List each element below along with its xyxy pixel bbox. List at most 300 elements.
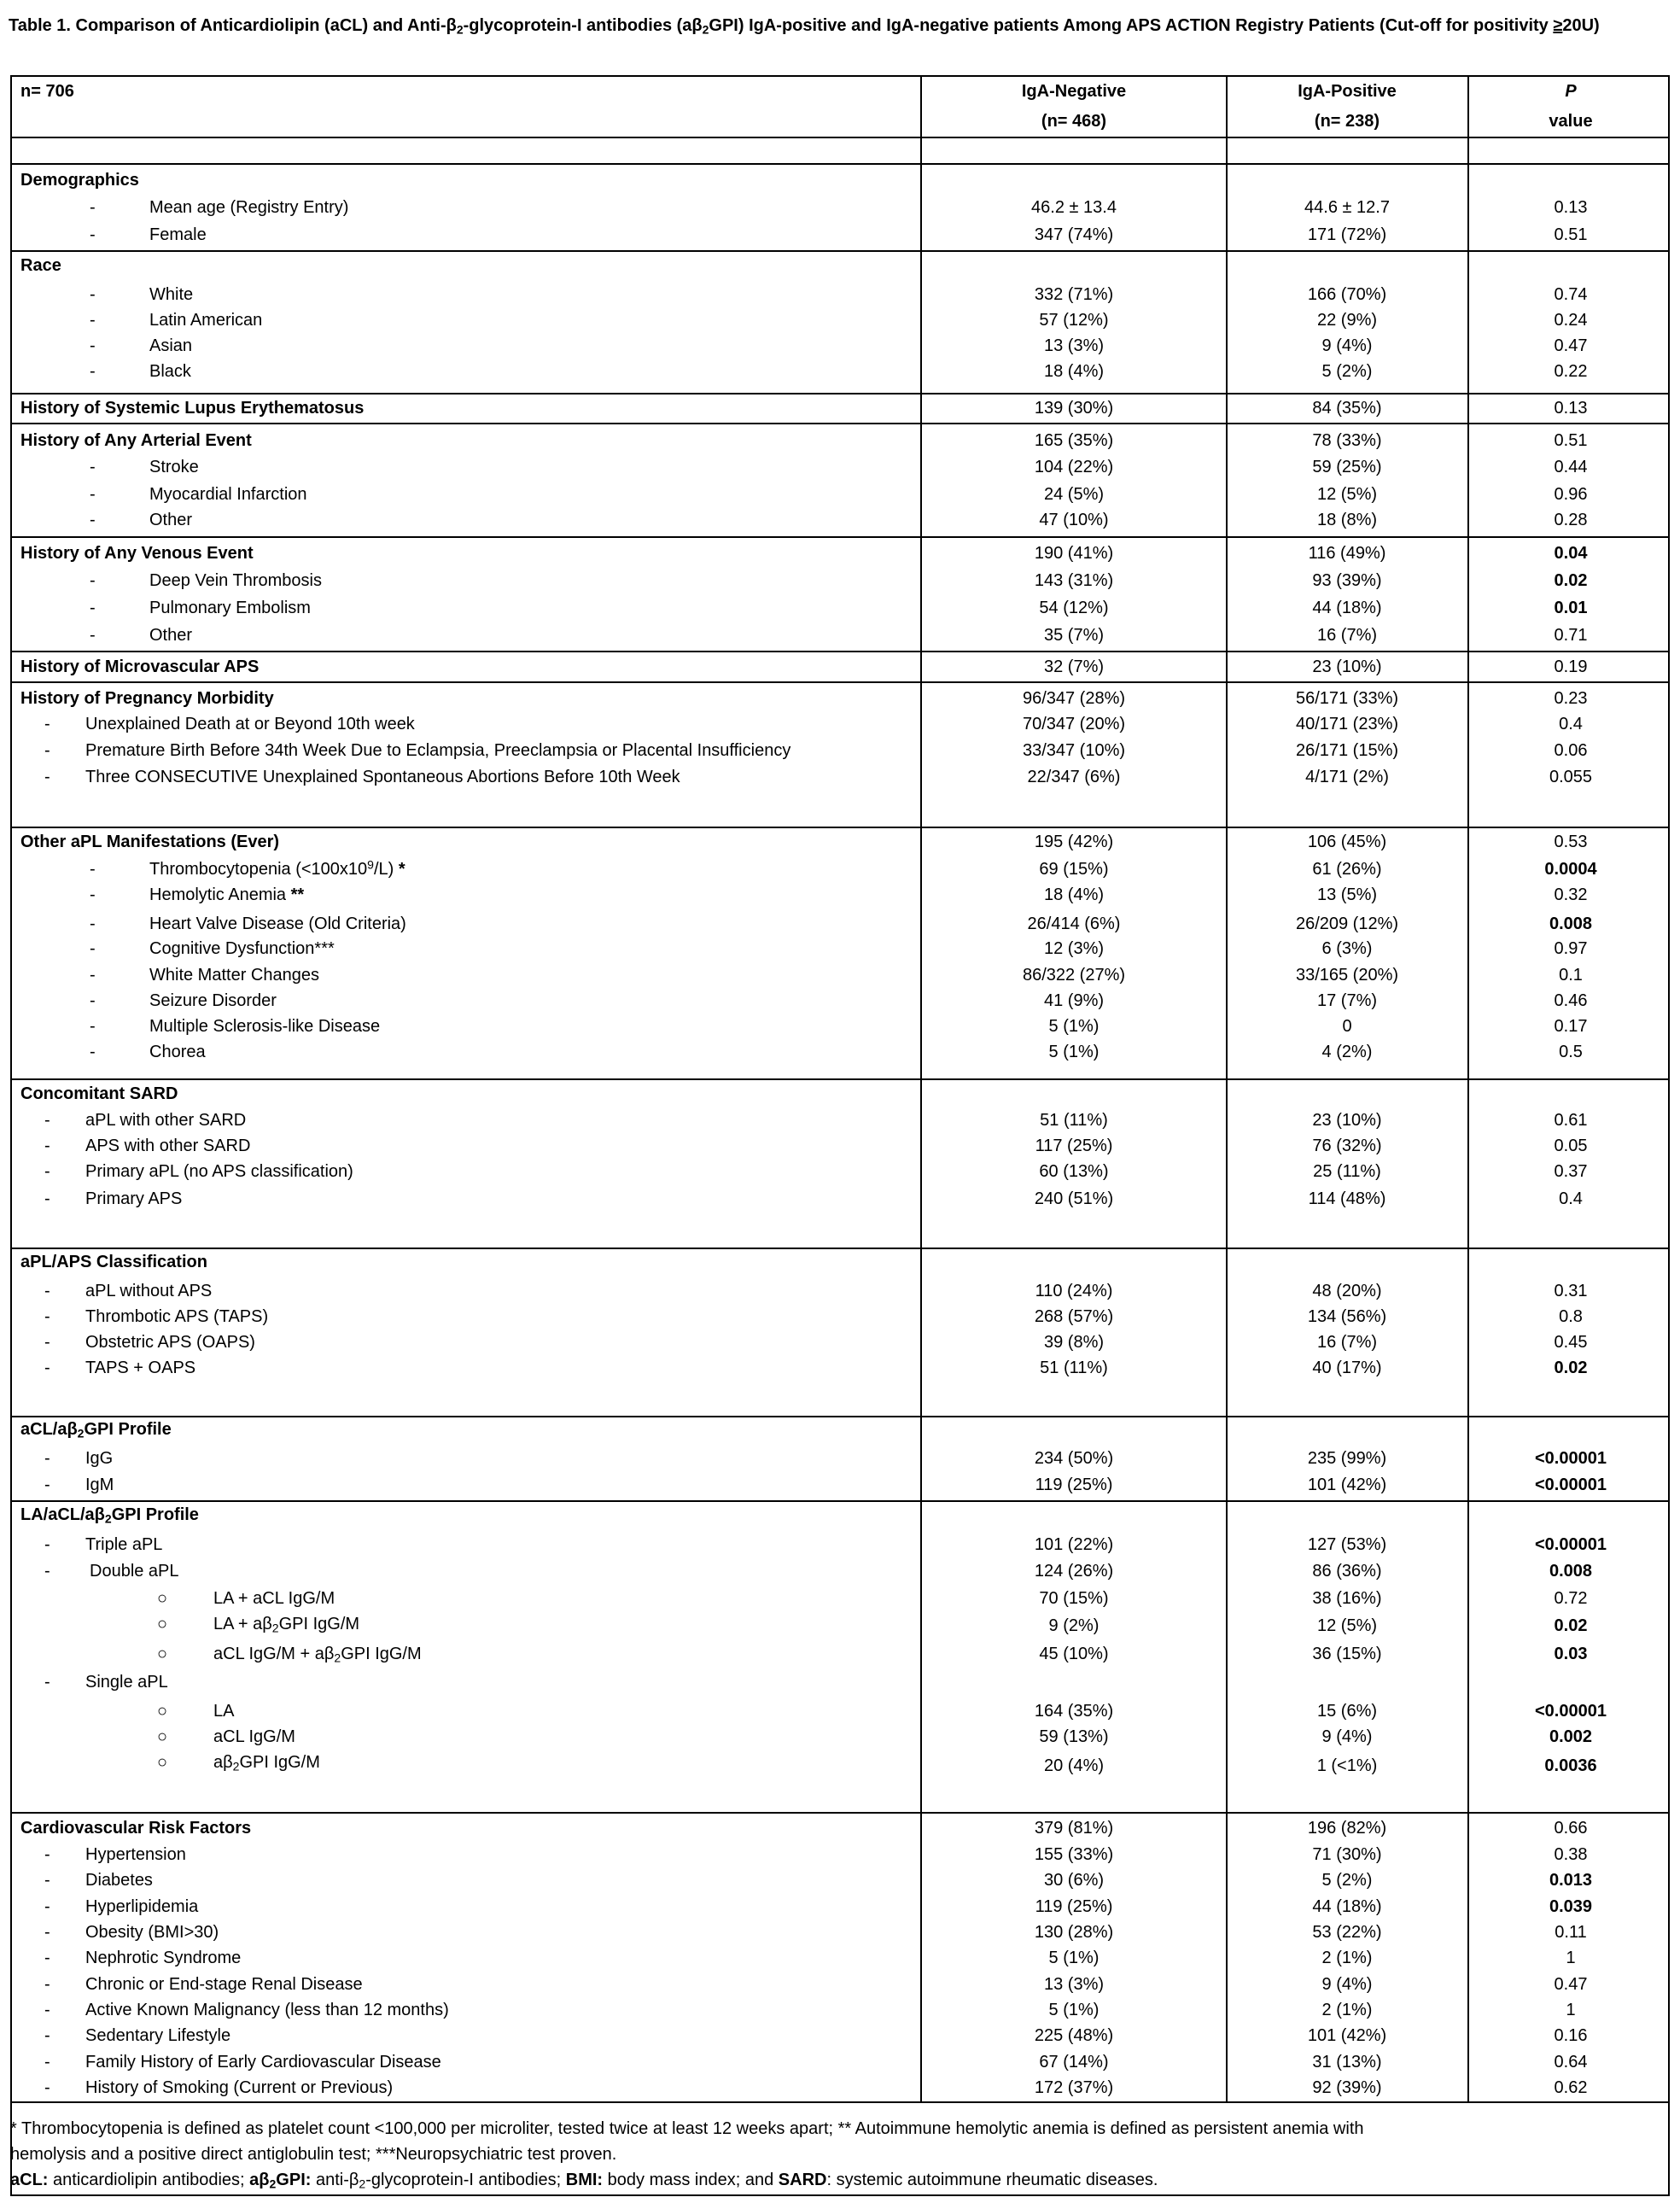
bullet-dash: - [44,1871,50,1890]
p-value: 0.1 [1559,966,1583,985]
iga-negative-value: 190 (41%) [1034,544,1114,563]
bullet-dash: - [90,599,96,617]
section-other-apl: Other aPL Manifestations (Ever) [20,833,280,851]
bullet-dash: - [44,2053,50,2072]
p-value: 0.47 [1554,336,1588,355]
iga-positive-value: 17 (7%) [1316,991,1378,1010]
p-value: 0.01 [1554,599,1588,617]
bullet-dash: - [44,1137,50,1155]
iga-positive-value: 26/209 (12%) [1295,915,1399,933]
bullet-dash: - [90,939,96,958]
iga-negative-value: 47 (10%) [1039,511,1109,529]
iga-positive-value: 116 (49%) [1308,544,1386,563]
iga-negative-value: 86/322 (27%) [1022,966,1126,985]
p-value: 0.53 [1554,833,1588,851]
iga-negative-value: 379 (81%) [1034,1819,1114,1838]
iga-negative-value: 195 (42%) [1034,833,1114,851]
p-value: 0.02 [1554,1359,1588,1377]
iga-positive-value: 56/171 (33%) [1295,689,1399,708]
bullet-circle: ○ [157,1727,168,1746]
bullet-dash: - [90,991,96,1010]
p-value: <0.00001 [1535,1449,1607,1468]
iga-positive-value: 40 (17%) [1312,1359,1382,1377]
iga-positive-value: 101 (42%) [1307,1475,1387,1494]
iga-positive-value: 134 (56%) [1307,1307,1387,1326]
table-cell: TAPS + OAPS [85,1359,196,1377]
iga-negative-value: 18 (4%) [1043,885,1105,904]
table-cell: IgM [85,1475,114,1494]
iga-positive-value: 12 (5%) [1316,1616,1378,1635]
footnote-definitions-cont: hemolysis and a positive direct antiglobulin test; ***Neuropsychiatric test proven. [10,2145,617,2164]
table-cell: Nephrotic Syndrome [85,1949,242,1967]
iga-negative-value: 26/414 (6%) [1027,915,1121,933]
iga-positive-value: 61 (26%) [1312,860,1382,879]
footnote-divider [12,2101,1668,2103]
iga-positive-value: 86 (36%) [1312,1562,1382,1581]
section-pregnancy: History of Pregnancy Morbidity [20,689,274,708]
p-value: 0.22 [1554,362,1588,381]
table-cell: Unexplained Death at or Beyond 10th week [85,715,415,733]
table-cell: Double aPL [90,1562,179,1581]
bullet-dash: - [90,458,96,476]
iga-negative-value: 5 (1%) [1048,1043,1100,1061]
bullet-dash: - [44,1923,50,1942]
iga-negative-value: 96/347 (28%) [1022,689,1126,708]
table-cell: Single aPL [85,1673,168,1692]
iga-negative-value: 13 (3%) [1043,1975,1105,1994]
bullet-dash: - [90,1017,96,1036]
p-value: 0.055 [1549,768,1593,786]
p-value: 0.11 [1555,1923,1587,1942]
section-la-profile: $LA/aCL/a\beta_2GPI$ Profile [20,1505,199,1526]
p-value: 1 [1566,1949,1576,1967]
p-value: 0.19 [1554,657,1588,676]
bullet-dash: - [90,915,96,933]
table-cell: Primary aPL (no APS classification) [85,1162,353,1181]
table-cell: IgG [85,1449,114,1468]
column-header-iga-positive: IgA-Positive [1298,82,1397,101]
iga-negative-value: 5 (1%) [1048,1017,1100,1036]
row-label: Mean age (Registry Entry) [149,198,349,217]
iga-positive-value: 16 (7%) [1316,626,1378,645]
row-divider [12,1416,1668,1417]
column-header-p: P [1565,82,1577,101]
iga-negative-value: 18 (4%) [1043,362,1105,381]
p-value: 1 [1566,2001,1576,2019]
iga-negative-value: 54 (12%) [1039,599,1109,617]
iga-negative-value: 20 (4%) [1043,1756,1105,1775]
iga-positive-value: 4 (2%) [1321,1043,1373,1061]
iga-negative-value: 51 (11%) [1040,1111,1108,1130]
bullet-dash: - [90,311,96,330]
bullet-circle: ○ [157,1702,168,1721]
p-value: 0.61 [1554,1111,1588,1130]
section-sle: History of Systemic Lupus Erythematosus [20,399,365,418]
iga-positive-value: 44 (18%) [1312,599,1382,617]
row-label: Female [149,225,207,244]
iga-negative-value: 35 (7%) [1043,626,1105,645]
bullet-dash: - [90,1043,96,1061]
p-value: 0.64 [1554,2053,1588,2072]
row-divider [12,250,1668,252]
row-divider [12,1078,1668,1080]
iga-positive-value: 26/171 (15%) [1295,741,1399,760]
iga-positive-value: 235 (99%) [1307,1449,1387,1468]
iga-negative-value: 12 (3%) [1043,939,1105,958]
table-cell: Asian [149,336,193,355]
row-label: LA + $a\beta_2GPI$ IgG/M [213,1615,360,1635]
iga-negative-value: 70/347 (20%) [1022,715,1126,733]
p-value: 0.24 [1554,311,1588,330]
iga-negative-value: 104 (22%) [1034,458,1114,476]
bullet-dash: - [90,626,96,645]
iga-negative-value: 165 (35%) [1034,431,1114,450]
bullet-dash: - [44,1562,50,1581]
section-race: Race [20,256,61,275]
p-value: 0.4 [1559,715,1583,733]
section-acl-profile: aCL/$a\beta_2GPI$ Profile [20,1420,172,1440]
table-cell: White [149,285,194,304]
iga-positive-value: 6 (3%) [1321,939,1373,958]
p-value: 0.37 [1554,1162,1588,1181]
table-cell: Heart Valve Disease (Old Criteria) [149,915,406,933]
table-cell: Latin American [149,311,263,330]
iga-negative-value: 240 (51%) [1034,1189,1114,1208]
row-divider [12,1500,1668,1502]
iga-negative-value: 5 (1%) [1048,1949,1100,1967]
section-sard: Concomitant SARD [20,1084,178,1103]
table-cell: Stroke [149,458,199,476]
column-header-iga-positive-n: (n= 238) [1314,112,1380,131]
column-header-iga-negative-n: (n= 468) [1041,112,1107,131]
bullet-dash: - [90,225,96,244]
iga-positive-value: 25 (11%) [1313,1162,1381,1181]
table-cell: Pulmonary Embolism [149,599,311,617]
table-cell: Triple aPL [85,1535,163,1554]
p-value: 0.03 [1554,1645,1588,1663]
iga-positive-value: 114 (48%) [1308,1189,1386,1208]
iga-positive-value: 18 (8%) [1316,511,1378,529]
iga-positive-value: 12 (5%) [1316,485,1378,504]
iga-positive-value: 84 (35%) [1312,399,1382,418]
iga-positive-value: 31 (13%) [1312,2053,1382,2072]
table-title: Table 1. Comparison of Anticardiolipin (aCL) and Anti-$\beta_2-glycoprotein-I$ antibodies $(a\beta_2GPI)$ IgA-positive and IgA-negative patients Among APS ACTION Registry Patients (Cut-off for positivity ≥20U) [9,16,1600,37]
table-cell: Cognitive Dysfunction*** [149,939,335,958]
section-classification: aPL/APS Classification [20,1253,207,1271]
table-cell: Sedentary Lifestyle [85,2026,231,2045]
iga-negative-value: 24 (5%) [1043,485,1105,504]
bullet-dash: - [44,1897,50,1916]
iga-positive-value: 23 (10%) [1312,657,1382,676]
p-value: 0.06 [1554,741,1588,760]
table-cell: Active Known Malignancy (less than 12 months) [85,2001,449,2019]
iga-negative-value: 39 (8%) [1043,1333,1105,1352]
section-venous: History of Any Venous Event [20,544,254,563]
table-cell: Family History of Early Cardiovascular Disease [85,2053,441,2072]
table-cell: Obesity (BMI>30) [85,1923,219,1942]
p-value: 0.002 [1549,1727,1593,1746]
iga-negative-value: 22/347 (6%) [1027,768,1121,786]
p-value: 0.28 [1554,511,1588,529]
bullet-dash: - [44,715,50,733]
p-value: 0.23 [1554,689,1588,708]
bullet-dash: - [44,2001,50,2019]
header-divider-2 [12,163,1668,165]
iga-positive-value: 48 (20%) [1312,1282,1382,1300]
iga-negative-value: 143 (31%) [1034,571,1114,590]
column-header-iga-negative: IgA-Negative [1021,82,1127,101]
iga-negative-value: 30 (6%) [1043,1871,1105,1890]
bullet-circle: ○ [157,1589,168,1608]
iga-positive-value: 4/171 (2%) [1305,768,1389,786]
iga-positive-value: 44 (18%) [1312,1897,1382,1916]
p-value: 0.66 [1554,1819,1588,1838]
table-cell: Deep Vein Thrombosis [149,571,322,590]
iga-positive-value: 71 (30%) [1312,1845,1382,1864]
iga-negative-value: 51 (11%) [1040,1359,1108,1377]
iga-negative-value: 13 (3%) [1043,336,1105,355]
iga-positive-value: 1 (<1%) [1316,1756,1378,1775]
row-divider [12,1248,1668,1249]
bullet-dash: - [90,285,96,304]
table-cell: aCL IgG/M [213,1727,295,1746]
row-label: $a\beta_2GPI$ IgG/M [213,1753,320,1774]
row-label: Hemolytic Anemia ** [149,885,305,904]
results-table [10,75,1670,2196]
table-cell: Chronic or End-stage Renal Disease [85,1975,363,1994]
iga-positive-value: 5 (2%) [1321,362,1373,381]
iga-positive-value: 127 (53%) [1307,1535,1387,1554]
p-value: 0.4 [1559,1189,1583,1208]
iga-negative-value: 57 (12%) [1039,311,1109,330]
iga-positive-value: 78 (33%) [1312,431,1382,450]
bullet-dash: - [44,741,50,760]
header-divider [12,137,1668,138]
table-cell: Black [149,362,191,381]
section-arterial: History of Any Arterial Event [20,431,252,450]
bullet-dash: - [90,966,96,985]
bullet-dash: - [44,768,50,786]
table-cell: Thrombotic APS (TAPS) [85,1307,269,1326]
p-value: 0.039 [1549,1897,1593,1916]
section-microvascular: History of Microvascular APS [20,657,260,676]
iga-negative-value: 45 (10%) [1039,1645,1109,1663]
table-cell: Primary APS [85,1189,183,1208]
bullet-dash: - [44,1449,50,1468]
p-value: 0.8 [1559,1307,1583,1326]
bullet-dash: - [44,1535,50,1554]
bullet-dash: - [90,860,96,879]
bullet-dash: - [90,571,96,590]
table-cell: Obstetric APS (OAPS) [85,1333,255,1352]
p-value: 0.0004 [1544,860,1597,879]
p-value: 0.31 [1554,1282,1588,1300]
table-cell: Multiple Sclerosis-like Disease [149,1017,381,1036]
iga-negative-value: 172 (37%) [1034,2078,1114,2097]
iga-negative-value: 119 (25%) [1035,1475,1113,1494]
iga-negative-value: 70 (15%) [1039,1589,1109,1608]
p-value: 0.5 [1559,1043,1583,1061]
iga-negative-value: 164 (35%) [1034,1702,1114,1721]
p-value: 0.008 [1549,1562,1593,1581]
section-cardiovascular: Cardiovascular Risk Factors [20,1819,252,1838]
iga-positive-value: 15 (6%) [1316,1702,1378,1721]
p-value: 0.13 [1554,198,1588,217]
p-value: 0.46 [1554,991,1588,1010]
bullet-dash: - [44,2026,50,2045]
row-divider [12,393,1668,394]
iga-positive-value: 9 (4%) [1321,336,1373,355]
p-value: 0.51 [1554,431,1588,450]
bullet-dash: - [90,511,96,529]
iga-positive-value: 9 (4%) [1321,1975,1373,1994]
iga-negative-value: 234 (50%) [1034,1449,1114,1468]
p-value: 0.13 [1554,399,1588,418]
table-cell: Other [149,511,193,529]
bullet-dash: - [44,1673,50,1692]
iga-positive-value: 106 (45%) [1307,833,1387,851]
iga-negative-value: 67 (14%) [1039,2053,1109,2072]
p-value: 0.62 [1554,2078,1588,2097]
bullet-dash: - [44,1475,50,1494]
table-cell: Premature Birth Before 34th Week Due to Eclampsia, Preeclampsia or Placental Insufficiency [85,741,791,760]
iga-negative-value: 332 (71%) [1034,285,1114,304]
iga-negative-value: 110 (24%) [1035,1282,1113,1300]
iga-negative-value: 101 (22%) [1034,1535,1114,1554]
p-value: 0.05 [1554,1137,1588,1155]
p-value: 0.02 [1554,1616,1588,1635]
iga-positive-value: 13 (5%) [1316,885,1378,904]
bullet-dash: - [44,1189,50,1208]
iga-negative-value: 32 (7%) [1043,657,1105,676]
bullet-dash: - [44,1111,50,1130]
bullet-dash: - [90,485,96,504]
p-value: 0.32 [1554,885,1588,904]
iga-positive-value: 22 (9%) [1316,311,1378,330]
iga-negative-value: 69 (15%) [1039,860,1109,879]
p-value: 0.17 [1554,1017,1588,1036]
iga-positive-value: 9 (4%) [1321,1727,1373,1746]
bullet-dash: - [44,1333,50,1352]
iga-positive-value: 53 (22%) [1312,1923,1382,1942]
p-value: 0.02 [1554,571,1588,590]
iga-positive-value: 101 (42%) [1307,2026,1387,2045]
table-cell: aPL without APS [85,1282,213,1300]
iga-positive-value: 40/171 (23%) [1295,715,1399,733]
table-cell: Three CONSECUTIVE Unexplained Spontaneous Abortions Before 10th Week [85,768,680,786]
iga-positive-value: 196 (82%) [1307,1819,1387,1838]
iga-negative-value: 139 (30%) [1034,399,1114,418]
row-divider [12,536,1668,538]
iga-positive-value: 171 (72%) [1307,225,1387,244]
iga-positive-value: 44.6 ± 12.7 [1304,198,1390,217]
bullet-dash: - [44,1975,50,1994]
bullet-dash: - [90,362,96,381]
iga-negative-value: 225 (48%) [1034,2026,1114,2045]
table-cell: APS with other SARD [85,1137,251,1155]
iga-positive-value: 2 (1%) [1321,2001,1373,2019]
table-cell: Diabetes [85,1871,153,1890]
table-cell: aPL with other SARD [85,1111,247,1130]
table-cell: Myocardial Infarction [149,485,307,504]
p-value: 0.72 [1554,1589,1588,1608]
table-cell: Hypertension [85,1845,186,1864]
iga-negative-value: 119 (25%) [1035,1897,1113,1916]
iga-negative-value: 124 (26%) [1034,1562,1114,1581]
bullet-dash: - [44,1845,50,1864]
p-value: <0.00001 [1535,1475,1607,1494]
table-cell: Seizure Disorder [149,991,277,1010]
p-value: 0.16 [1554,2026,1588,2045]
table-cell: LA + aCL IgG/M [213,1589,335,1608]
table-cell: History of Smoking (Current or Previous) [85,2078,394,2097]
iga-negative-value: 33/347 (10%) [1022,741,1126,760]
bullet-dash: - [44,1162,50,1181]
p-value: <0.00001 [1535,1535,1607,1554]
p-value: 0.0036 [1544,1756,1597,1775]
row-label: Thrombocytopenia $(<100x10^9/L)$ * [149,857,405,879]
sample-size-header: n= 706 [20,82,74,101]
footnote-definitions: * Thrombocytopenia is defined as platelet count <100,000 per microliter, tested twice at least 12 weeks apart; ** Autoimmune hemolytic anemia is defined as persistent anemia with [10,2119,1364,2138]
iga-positive-value: 36 (15%) [1312,1645,1382,1663]
iga-positive-value: 76 (32%) [1312,1137,1382,1155]
row-divider [12,827,1668,828]
bullet-dash: - [44,1307,50,1326]
iga-positive-value: 33/165 (20%) [1295,966,1399,985]
iga-negative-value: 41 (9%) [1043,991,1105,1010]
table-cell: Other [149,626,193,645]
iga-positive-value: 0 [1342,1017,1352,1036]
iga-negative-value: 9 (2%) [1048,1616,1100,1635]
iga-negative-value: 347 (74%) [1034,225,1114,244]
table-cell: Chorea [149,1043,206,1061]
iga-negative-value: 5 (1%) [1048,2001,1100,2019]
p-value: 0.74 [1554,285,1588,304]
table-cell: Hyperlipidemia [85,1897,199,1916]
p-value: 0.45 [1554,1333,1588,1352]
row-divider [12,681,1668,683]
iga-negative-value: 59 (13%) [1039,1727,1109,1746]
footnote-abbreviations: aCL: anticardiolipin antibodies; $a\beta_2GPI$: anti-$\beta_2-glycoprotein-I$ antibodies; BMI: body mass index; and SARD: systemic autoimmune rheumatic diseases. [10,2171,1158,2191]
column-header-p-value: value [1549,112,1593,131]
bullet-circle: ○ [157,1615,168,1633]
table-cell: White Matter Changes [149,966,319,985]
iga-positive-value: 166 (70%) [1307,285,1387,304]
iga-positive-value: 16 (7%) [1316,1333,1378,1352]
bullet-circle: ○ [157,1645,168,1663]
p-value: 0.51 [1554,225,1588,244]
iga-negative-value: 155 (33%) [1034,1845,1114,1864]
bullet-dash: - [90,336,96,355]
iga-positive-value: 93 (39%) [1312,571,1382,590]
bullet-dash: - [44,1282,50,1300]
row-divider [12,1812,1668,1814]
row-divider [12,423,1668,424]
p-value: 0.71 [1554,626,1588,645]
row-divider [12,651,1668,652]
iga-positive-value: 92 (39%) [1312,2078,1382,2097]
p-value: 0.44 [1554,458,1588,476]
iga-negative-value: 268 (57%) [1034,1307,1114,1326]
p-value: <0.00001 [1535,1702,1607,1721]
iga-positive-value: 38 (16%) [1312,1589,1382,1608]
p-value: 0.013 [1549,1871,1593,1890]
bullet-dash: - [44,1359,50,1377]
iga-negative-value: 117 (25%) [1035,1137,1113,1155]
p-value: 0.04 [1554,544,1588,563]
p-value: 0.008 [1549,915,1593,933]
p-value: 0.38 [1554,1845,1588,1864]
